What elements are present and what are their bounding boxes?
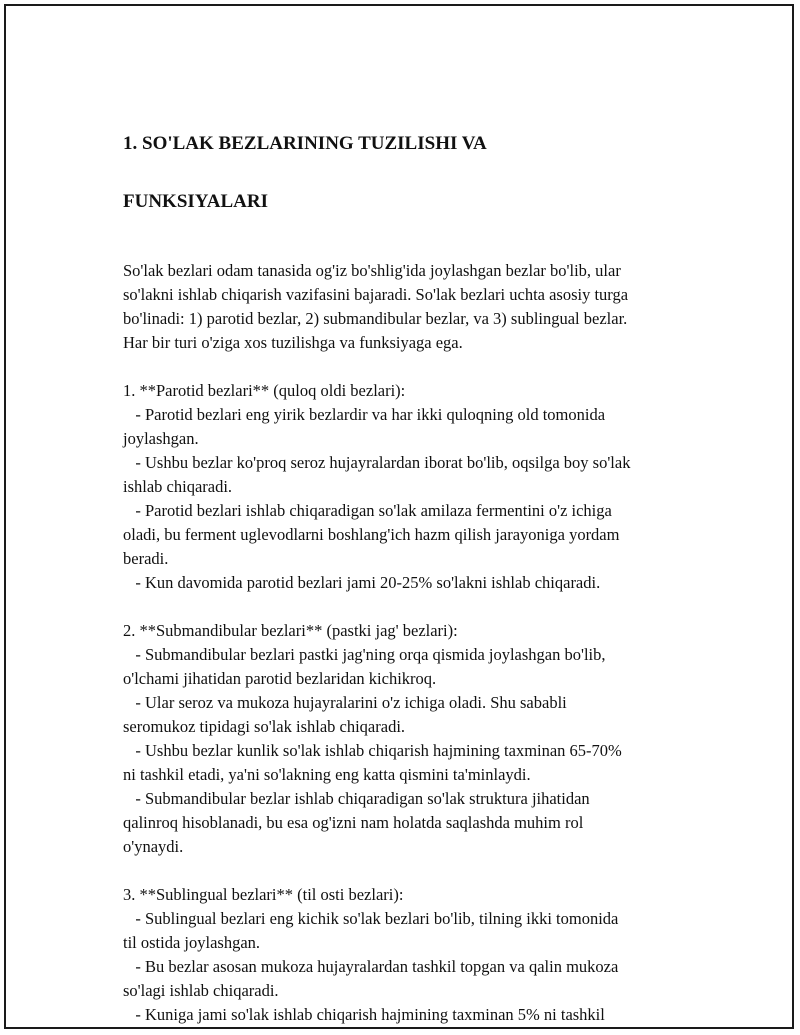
section-line: - Ular seroz va mukoza hujayralarini o'z ichiga oladi. Shu sababli — [123, 693, 567, 712]
section-line: qalinroq hisoblanadi, bu esa og'izni nam holatda saqlashda muhim rol — [123, 813, 584, 832]
section-line: - Parotid bezlari ishlab chiqaradigan so'lak amilaza fermentini o'z ichiga — [123, 501, 612, 520]
section-heading: 1. **Parotid bezlari** (quloq oldi bezlari): — [123, 381, 406, 400]
intro-line: Har bir turi o'ziga xos tuzilishga va funksiyaga ega. — [123, 333, 463, 352]
section-line: - Ushbu bezlar kunlik so'lak ishlab chiqarish hajmining taxminan 65-70% — [123, 741, 622, 760]
intro-paragraph — [123, 259, 693, 355]
section-line: o'ynaydi. — [123, 837, 184, 856]
document-title — [123, 100, 693, 245]
section-line: oladi, bu ferment uglevodlarni boshlang'ich hazm qilish jarayoniga yordam — [123, 525, 620, 544]
section-line: til ostida joylashgan. — [123, 933, 261, 952]
document-title-line: 1. SO'LAK BEZLARINING TUZILISHI VA — [123, 133, 487, 154]
document-title-line: FUNKSIYALARI — [123, 191, 268, 212]
document-body — [123, 100, 693, 1027]
section-line: - Submandibular bezlari pastki jag'ning orqa qismida joylashgan bo'lib, — [123, 645, 606, 664]
section-heading: 2. **Submandibular bezlari** (pastki jag' bezlari): — [123, 621, 458, 640]
section-line: - Kun davomida parotid bezlari jami 20-25% so'lakni ishlab chiqaradi. — [123, 573, 601, 592]
section-heading: 3. **Sublingual bezlari** (til osti bezlari): — [123, 885, 404, 904]
section-line: ishlab chiqaradi. — [123, 477, 233, 496]
paragraph-gap — [123, 355, 693, 379]
section-parotid — [123, 379, 693, 595]
section-line: joylashgan. — [123, 429, 199, 448]
intro-line: bo'linadi: 1) parotid bezlar, 2) submandibular bezlar, va 3) sublingual bezlar. — [123, 309, 628, 328]
section-line: - Sublingual bezlari eng kichik so'lak bezlari bo'lib, tilning ikki tomonida — [123, 909, 619, 928]
section-line: ni tashkil etadi, ya'ni so'lakning eng katta qismini ta'minlaydi. — [123, 765, 531, 784]
section-submandibular — [123, 619, 693, 859]
section-line: - Parotid bezlari eng yirik bezlardir va har ikki quloqning old tomonida — [123, 405, 606, 424]
section-line: beradi. — [123, 549, 169, 568]
section-line: - Submandibular bezlar ishlab chiqaradigan so'lak struktura jihatidan — [123, 789, 590, 808]
section-line: - Bu bezlar asosan mukoza hujayralardan tashkil topgan va qalin mukoza — [123, 957, 619, 976]
section-line: seromukoz tipidagi so'lak ishlab chiqaradi. — [123, 717, 406, 736]
section-line: o'lchami jihatidan parotid bezlaridan kichikroq. — [123, 669, 437, 688]
section-line: - Ushbu bezlar ko'proq seroz hujayralardan iborat bo'lib, oqsilga boy so'lak — [123, 453, 631, 472]
paragraph-gap — [123, 595, 693, 619]
section-sublingual — [123, 883, 693, 1027]
section-line: so'lagi ishlab chiqaradi. — [123, 981, 279, 1000]
intro-line: So'lak bezlari odam tanasida og'iz bo'shlig'ida joylashgan bezlar bo'lib, ular — [123, 261, 621, 280]
section-line: - Kuniga jami so'lak ishlab chiqarish hajmining taxminan 5% ni tashkil — [123, 1005, 605, 1024]
paragraph-gap — [123, 859, 693, 883]
intro-line: so'lakni ishlab chiqarish vazifasini bajaradi. So'lak bezlari uchta asosiy turga — [123, 285, 629, 304]
page-frame — [4, 4, 794, 1029]
